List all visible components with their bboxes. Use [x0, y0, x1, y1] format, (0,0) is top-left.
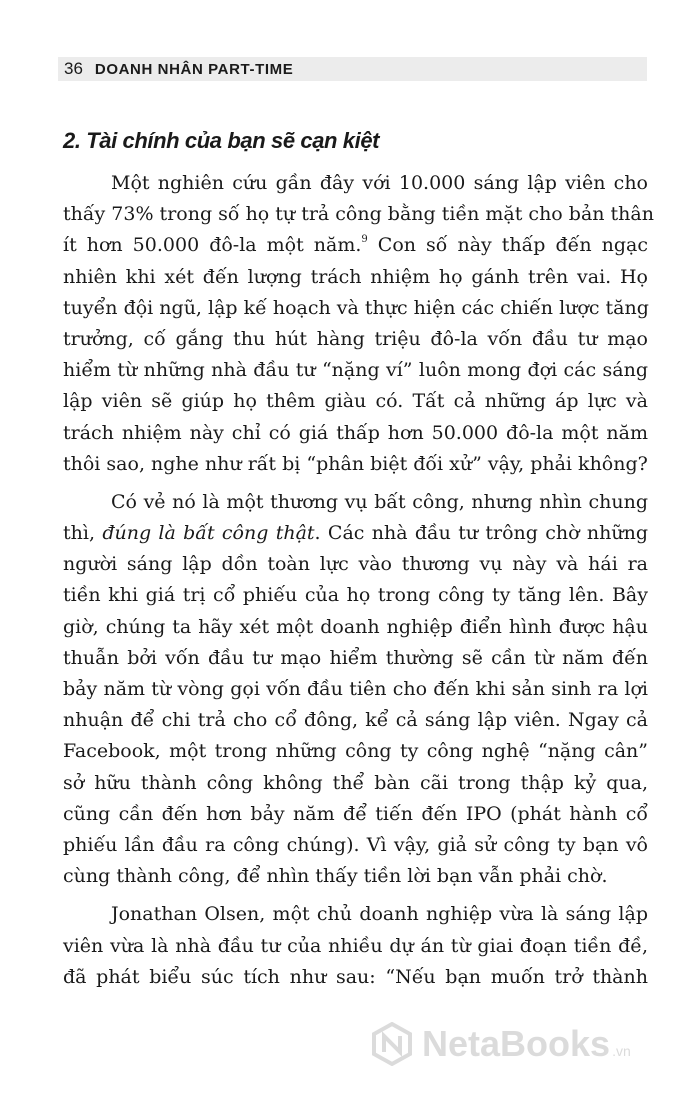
paragraph [63, 899, 648, 993]
text-line: trưởng, cố gắng thu hút hàng triệu đô-la vốn đầu tư mạo [63, 327, 648, 350]
text-line: nhuận để chi trả cho cổ đông, kể cả sáng lập viên. Ngay cả [63, 709, 648, 732]
watermark [370, 1022, 631, 1066]
text-line: tuyển đội ngũ, lập kế hoạch và thực hiện các chiến lược tăng [63, 296, 649, 319]
text-line: hiểm từ những nhà đầu tư “nặng ví” luôn mong đợi các sáng [63, 359, 648, 382]
text-line: tiền khi giá trị cổ phiếu của họ trong công ty tăng lên. Bây [63, 584, 648, 607]
body-text [63, 168, 654, 993]
running-title: DOANH NHÂN PART-TIME [94, 60, 294, 78]
text-line: Facebook, một trong những công ty công nghệ “nặng cân” [63, 740, 648, 763]
page-number: 36 [64, 59, 83, 78]
netabooks-logo-icon [370, 1022, 414, 1066]
text-line: trách nhiệm này chỉ có giá thấp hơn 50.000 đô-la một năm [63, 421, 648, 444]
running-header [58, 57, 647, 81]
text-line: bảy năm từ vòng gọi vốn đầu tiên cho đến khi sản sinh ra lợi [63, 678, 648, 700]
watermark-text: NetaBooks [422, 1023, 611, 1064]
text-line: Jonathan Olsen, một chủ doanh nghiệp vừa là sáng lập [111, 903, 648, 926]
paragraph [63, 168, 654, 480]
text-line: thôi sao, nghe như rất bị “phân biệt đối xử” vậy, phải không? [63, 452, 648, 475]
text-line: Có vẻ nó là một thương vụ bất công, nhưng nhìn chung [111, 490, 648, 513]
watermark-suffix: .vn [612, 1043, 631, 1059]
text-line: lập viên sẽ giúp họ thêm giàu có. Tất cả những áp lực và [63, 390, 648, 413]
text-line: đã phát biểu súc tích như sau: “Nếu bạn muốn trở thành [63, 965, 648, 988]
text-line: nhiên khi xét đến lượng trách nhiệm họ gánh trên vai. Họ [63, 265, 648, 288]
text-line: viên vừa là nhà đầu tư của nhiều dự án từ giai đoạn tiền đề, [63, 934, 648, 957]
paragraph [63, 487, 648, 892]
text-line: phiếu lần đầu ra công chúng). Vì vậy, giả sử công ty bạn vô [63, 833, 648, 856]
text-line: sở hữu thành công không thể bàn cãi trong thập kỷ qua, [63, 771, 648, 794]
text-line: giờ, chúng ta hãy xét một doanh nghiệp điển hình được hậu [63, 615, 648, 638]
text-line: ít hơn 50.000 đô-la một năm.$^9$ Con số này thấp đến ngạc [63, 234, 648, 257]
text-line: người sáng lập dồn toàn lực vào thương vụ này và hái ra [63, 553, 648, 576]
text-line: thấy 73% trong số họ tự trả công bằng tiền mặt cho bản thân [63, 203, 654, 226]
italic-phrase: đúng là bất công thật [102, 522, 315, 545]
footnote-ref: 9 [361, 234, 368, 246]
text-line: thì, đúng là bất công thật. Các nhà đầu tư trông chờ những [63, 522, 649, 545]
text-line: Một nghiên cứu gần đây với 10.000 sáng lập viên cho [111, 172, 648, 194]
text-line: thuẫn bởi vốn đầu tư mạo hiểm thường sẽ cần từ năm đến [63, 646, 648, 669]
text-line: cũng cần đến hơn bảy năm để tiến đến IPO (phát hành cổ [63, 802, 648, 825]
section-heading: 2. Tài chính của bạn sẽ cạn kiệt [63, 128, 380, 153]
text-line: cùng thành công, để nhìn thấy tiền lời bạn vẫn phải chờ. [63, 865, 608, 888]
